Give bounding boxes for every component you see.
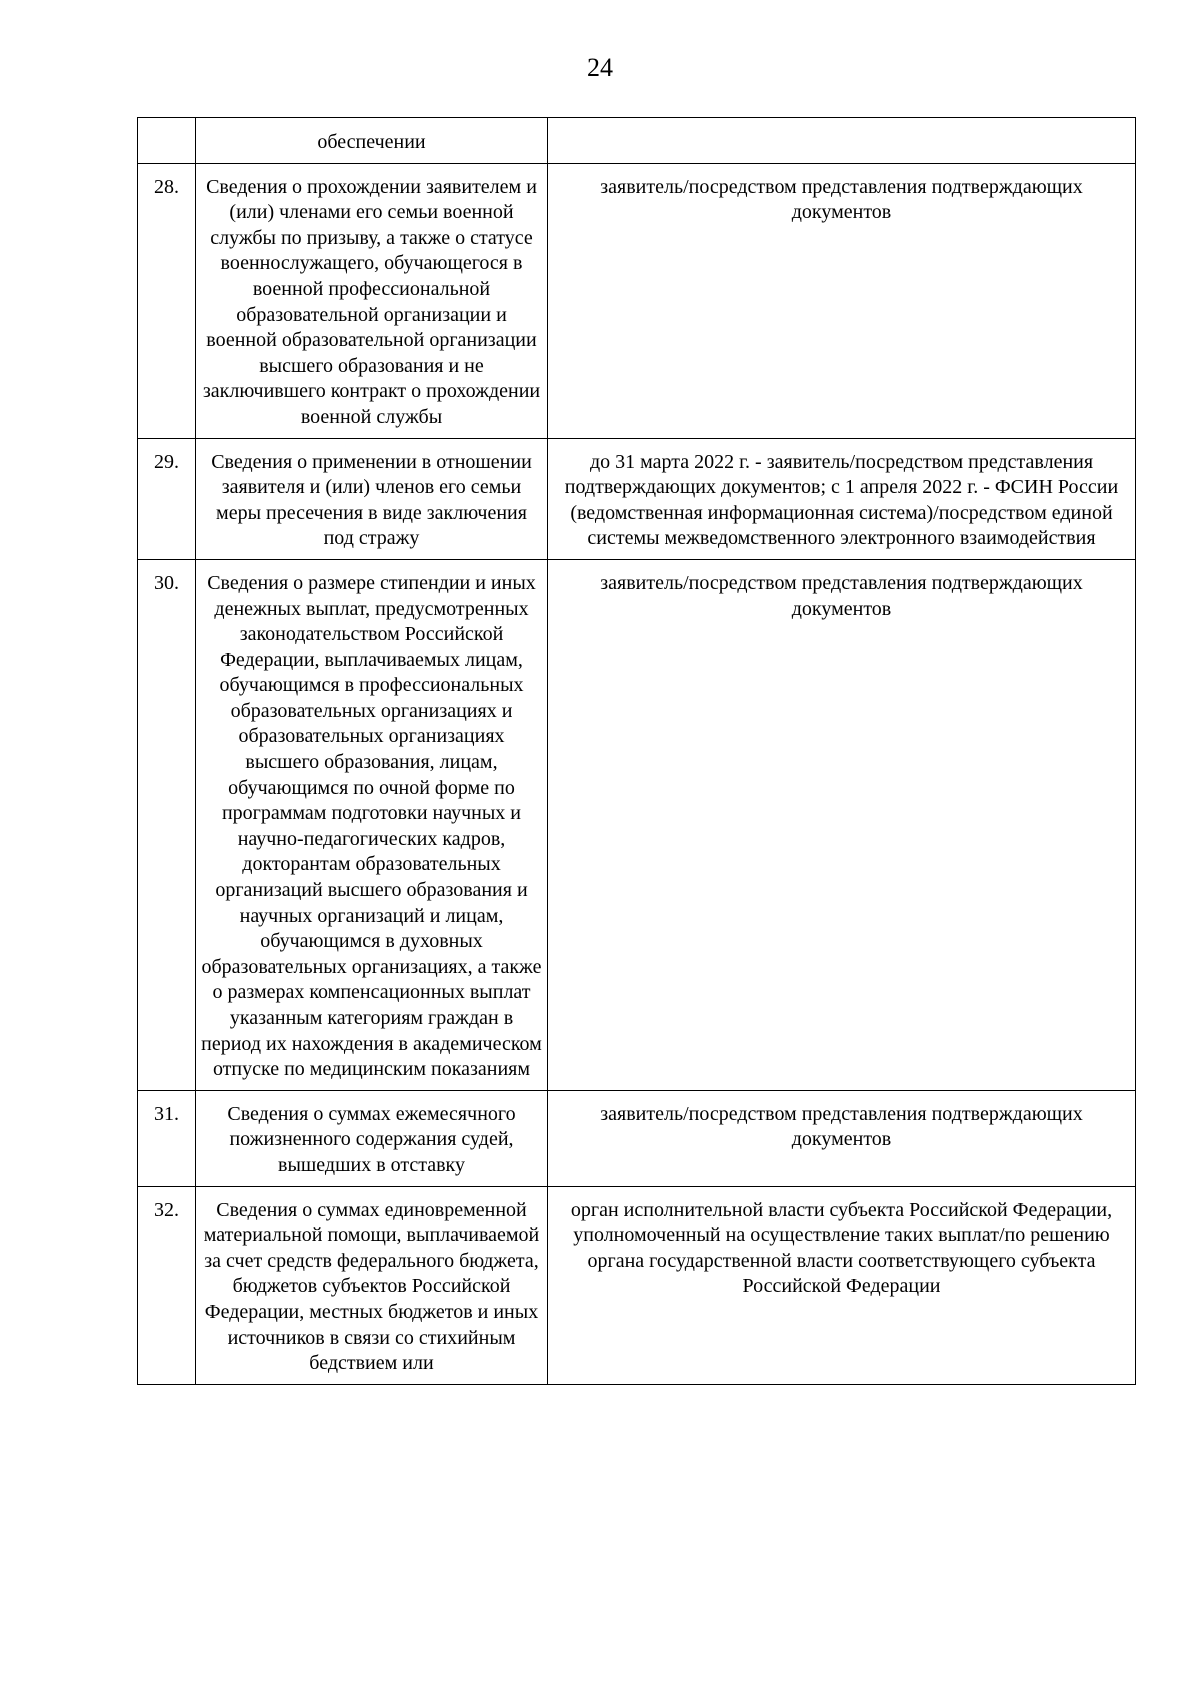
row-number-cell xyxy=(138,118,196,164)
row-description-cell: Сведения о суммах единовременной материальной помощи, выплачиваемой за счет средств федерального бюджета, бюджетов субъектов Российской Федерации, местных бюджетов и иных источников в связи со стихийным бедствием или xyxy=(196,1186,548,1384)
table-row xyxy=(138,559,1136,1090)
table-row xyxy=(138,118,1136,164)
row-description-cell: Сведения о суммах ежемесячного пожизненного содержания судей, вышедших в отставку xyxy=(196,1090,548,1186)
row-number-cell: 29. xyxy=(138,438,196,559)
row-description-cell: Сведения о прохождении заявителем и (или) членами его семьи военной службы по призыву, а также о статусе военнослужащего, обучающегося в военной профессиональной образовательной организации и военной образовательной организации высшего образования и не заключившего контракт о прохождении военной службы xyxy=(196,163,548,438)
row-source-cell: орган исполнительной власти субъекта Российской Федерации, уполномоченный на осуществление таких выплат/по решению органа государственной власти соответствующего субъекта Российской Федерации xyxy=(548,1186,1136,1384)
row-description-cell: Сведения о размере стипендии и иных денежных выплат, предусмотренных законодательством Российской Федерации, выплачиваемых лицам, обучающимся в профессиональных образовательных организациях и образовательных организациях высшего образования, лицам, обучающимся по очной форме по программам подготовки научных и научно-педагогических кадров, докторантам образовательных организаций высшего образования и научных организаций и лицам, обучающимся в духовных образовательных организациях, а также о размерах компенсационных выплат указанным категориям граждан в период их нахождения в академическом отпуске по медицинским показаниям xyxy=(196,559,548,1090)
table-row xyxy=(138,1186,1136,1384)
document-table xyxy=(137,117,1136,1385)
row-description-cell: Сведения о применении в отношении заявителя и (или) членов его семьи меры пресечения в виде заключения под стражу xyxy=(196,438,548,559)
row-number-cell: 30. xyxy=(138,559,196,1090)
row-description-cell: обеспечении xyxy=(196,118,548,164)
row-source-cell: до 31 марта 2022 г. - заявитель/посредством представления подтверждающих документов; с 1 апреля 2022 г. - ФСИН России (ведомственная информационная система)/посредством единой системы межведомственного электронного взаимодействия xyxy=(548,438,1136,559)
row-source-cell: заявитель/посредством представления подтверждающих документов xyxy=(548,163,1136,438)
table-row xyxy=(138,1090,1136,1186)
row-number-cell: 32. xyxy=(138,1186,196,1384)
table-row xyxy=(138,438,1136,559)
page-number: 24 xyxy=(587,53,613,82)
row-source-cell: заявитель/посредством представления подтверждающих документов xyxy=(548,559,1136,1090)
row-number-cell: 31. xyxy=(138,1090,196,1186)
row-source-cell xyxy=(548,118,1136,164)
table-row xyxy=(138,163,1136,438)
row-source-cell: заявитель/посредством представления подтверждающих документов xyxy=(548,1090,1136,1186)
row-number-cell: 28. xyxy=(138,163,196,438)
